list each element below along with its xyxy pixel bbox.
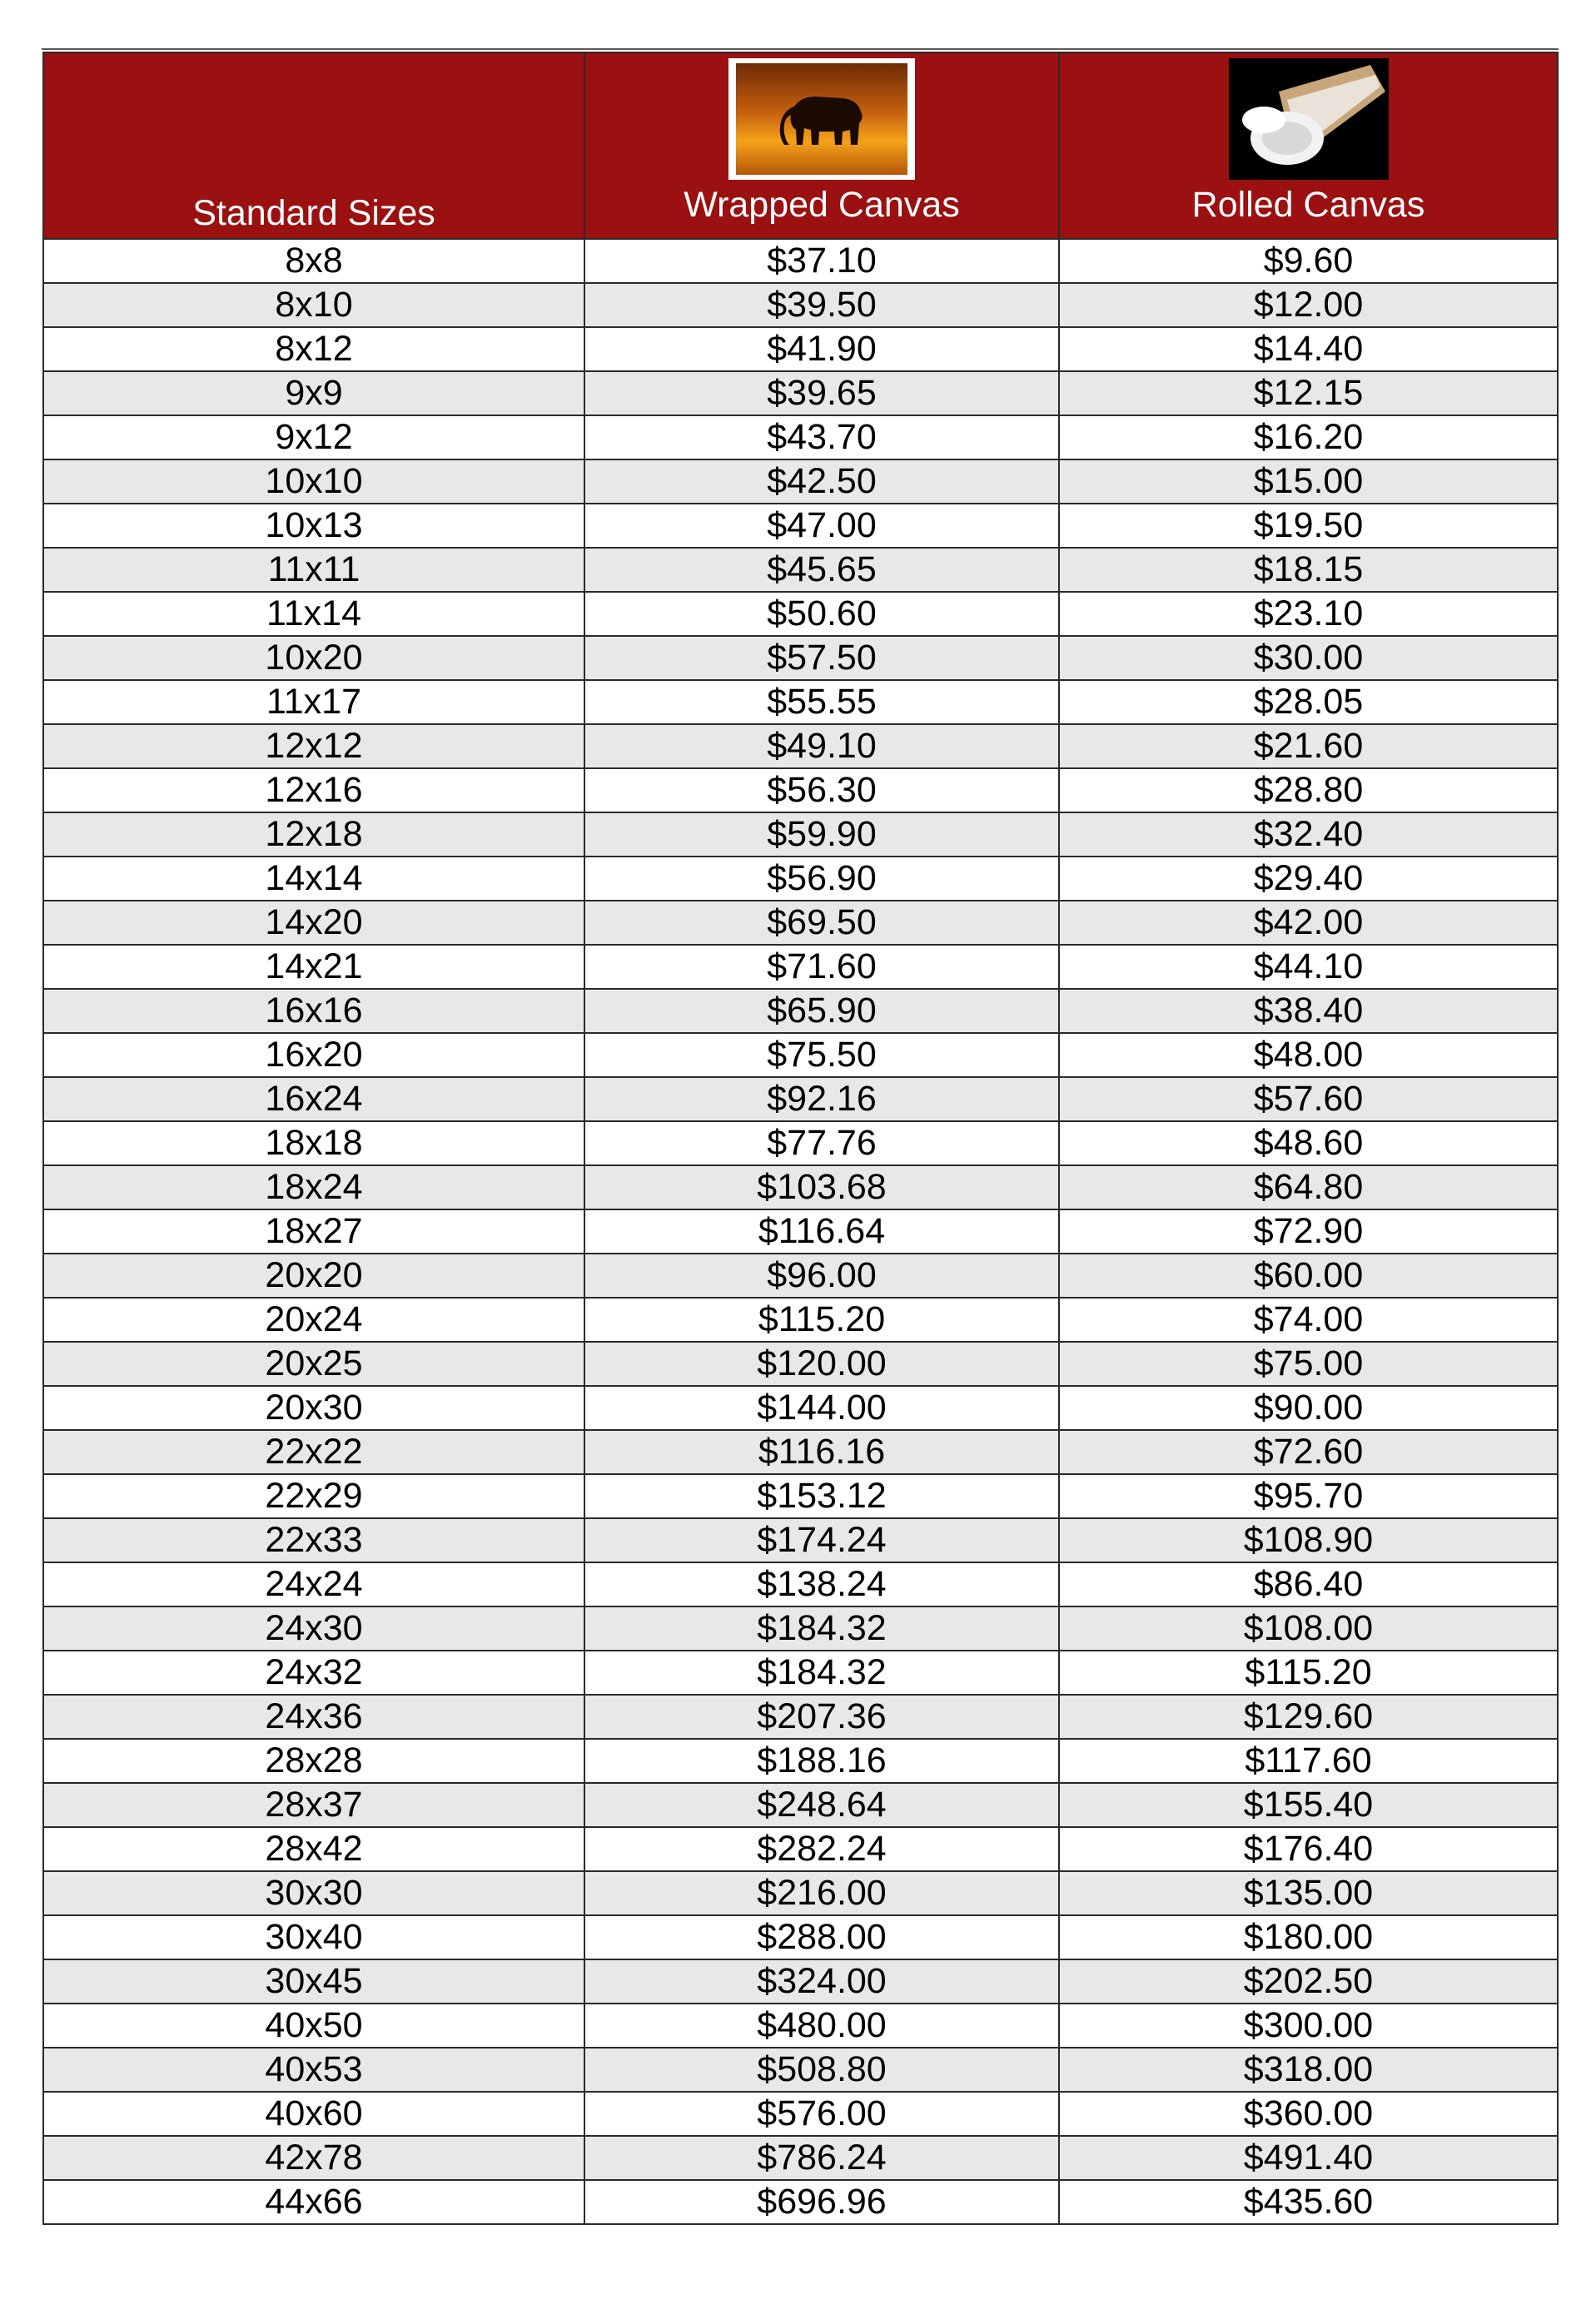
table-row [43,592,1558,636]
table-row [43,1739,1558,1783]
rolled-price-cell: $38.40 [1059,989,1558,1033]
wrapped-price-cell: $71.60 [584,945,1059,989]
table-row [43,1827,1558,1871]
table-row [43,1430,1558,1474]
table-row [43,680,1558,724]
size-cell: 8x12 [43,327,584,371]
rolled-price-cell: $86.40 [1059,1562,1558,1606]
header-wrapped-canvas-label: Wrapped Canvas [684,185,960,225]
rolled-price-cell: $44.10 [1059,945,1558,989]
rolled-price-cell: $16.20 [1059,415,1558,459]
rolled-price-cell: $117.60 [1059,1739,1558,1783]
wrapped-price-cell: $57.50 [584,636,1059,680]
table-row [43,327,1558,371]
wrapped-price-cell: $92.16 [584,1077,1059,1121]
size-cell: 8x10 [43,283,584,327]
rolled-price-cell: $318.00 [1059,2048,1558,2092]
wrapped-price-cell: $144.00 [584,1386,1059,1430]
table-row [43,1783,1558,1827]
wrapped-price-cell: $59.90 [584,812,1059,857]
rolled-price-cell: $14.40 [1059,327,1558,371]
wrapped-price-cell: $216.00 [584,1871,1059,1915]
table-row [43,989,1558,1033]
table-row [43,1077,1558,1121]
size-cell: 24x32 [43,1651,584,1695]
table-row [43,945,1558,989]
table-row [43,239,1558,283]
header-rolled-canvas [1059,52,1558,239]
wrapped-canvas-image [728,58,915,180]
table-row [43,1959,1558,2004]
table-row [43,636,1558,680]
size-cell: 18x27 [43,1209,584,1254]
table-row [43,1209,1558,1254]
rolled-price-cell: $115.20 [1059,1651,1558,1695]
header-row [43,52,1558,239]
table-row [43,768,1558,812]
size-cell: 20x25 [43,1342,584,1386]
table-row [43,812,1558,857]
rolled-price-cell: $155.40 [1059,1783,1558,1827]
size-cell: 18x24 [43,1165,584,1209]
rolled-price-cell: $48.00 [1059,1033,1558,1077]
rolled-price-cell: $32.40 [1059,812,1558,857]
size-cell: 30x45 [43,1959,584,2004]
wrapped-price-cell: $43.70 [584,415,1059,459]
wrapped-price-cell: $55.55 [584,680,1059,724]
wrapped-price-cell: $56.90 [584,857,1059,901]
wrapped-price-cell: $39.50 [584,283,1059,327]
size-cell: 30x40 [43,1915,584,1959]
wrapped-price-cell: $56.30 [584,768,1059,812]
rolled-price-cell: $18.15 [1059,548,1558,592]
rolled-price-cell: $90.00 [1059,1386,1558,1430]
wrapped-price-cell: $288.00 [584,1915,1059,1959]
rolled-price-cell: $57.60 [1059,1077,1558,1121]
rolled-price-cell: $135.00 [1059,1871,1558,1915]
top-rule [42,48,1559,50]
wrapped-price-cell: $65.90 [584,989,1059,1033]
rolled-price-cell: $435.60 [1059,2180,1558,2224]
rolled-price-cell: $12.15 [1059,371,1558,415]
rolled-price-cell: $9.60 [1059,239,1558,283]
size-cell: 16x16 [43,989,584,1033]
size-cell: 40x53 [43,2048,584,2092]
size-cell: 11x17 [43,680,584,724]
wrapped-price-cell: $138.24 [584,1562,1059,1606]
wrapped-price-cell: $50.60 [584,592,1059,636]
size-cell: 9x12 [43,415,584,459]
rolled-price-cell: $491.40 [1059,2136,1558,2180]
wrapped-price-cell: $96.00 [584,1254,1059,1298]
size-cell: 40x50 [43,2004,584,2048]
table-row [43,1474,1558,1518]
wrapped-price-cell: $153.12 [584,1474,1059,1518]
table-row [43,857,1558,901]
size-cell: 44x66 [43,2180,584,2224]
size-cell: 28x37 [43,1783,584,1827]
table-row [43,1695,1558,1739]
wrapped-price-cell: $120.00 [584,1342,1059,1386]
size-cell: 20x20 [43,1254,584,1298]
table-row [43,504,1558,548]
table-row [43,1915,1558,1959]
rolled-price-cell: $95.70 [1059,1474,1558,1518]
rolled-price-cell: $360.00 [1059,2092,1558,2136]
rolled-price-cell: $176.40 [1059,1827,1558,1871]
size-cell: 40x60 [43,2092,584,2136]
rolled-price-cell: $28.80 [1059,768,1558,812]
wrapped-price-cell: $480.00 [584,2004,1059,2048]
size-cell: 11x14 [43,592,584,636]
wrapped-price-cell: $696.96 [584,2180,1059,2224]
wrapped-price-cell: $576.00 [584,2092,1059,2136]
size-cell: 16x20 [43,1033,584,1077]
size-cell: 30x30 [43,1871,584,1915]
size-cell: 24x30 [43,1606,584,1651]
size-cell: 9x9 [43,371,584,415]
wrapped-price-cell: $39.65 [584,371,1059,415]
table-row [43,2004,1558,2048]
rolled-price-cell: $28.05 [1059,680,1558,724]
size-cell: 20x24 [43,1298,584,1342]
wrapped-price-cell: $786.24 [584,2136,1059,2180]
rolled-price-cell: $48.60 [1059,1121,1558,1165]
rolled-price-cell: $108.00 [1059,1606,1558,1651]
table-row [43,1342,1558,1386]
rolled-price-cell: $64.80 [1059,1165,1558,1209]
table-row [43,548,1558,592]
size-cell: 42x78 [43,2136,584,2180]
wrapped-price-cell: $37.10 [584,239,1059,283]
size-cell: 22x29 [43,1474,584,1518]
wrapped-price-cell: $174.24 [584,1518,1059,1562]
table-row [43,1386,1558,1430]
rolled-price-cell: $180.00 [1059,1915,1558,1959]
header-standard-sizes [43,52,584,239]
size-cell: 8x8 [43,239,584,283]
size-cell: 22x33 [43,1518,584,1562]
size-cell: 14x14 [43,857,584,901]
rolled-canvas-image [1229,58,1389,180]
table-row [43,415,1558,459]
table-row [43,901,1558,945]
size-cell: 24x24 [43,1562,584,1606]
rolled-price-cell: $21.60 [1059,724,1558,768]
size-cell: 22x22 [43,1430,584,1474]
size-cell: 20x30 [43,1386,584,1430]
wrapped-price-cell: $508.80 [584,2048,1059,2092]
wrapped-price-cell: $45.65 [584,548,1059,592]
rolled-price-cell: $19.50 [1059,504,1558,548]
table-row [43,2048,1558,2092]
rolled-price-cell: $108.90 [1059,1518,1558,1562]
wrapped-price-cell: $41.90 [584,327,1059,371]
wrapped-price-cell: $248.64 [584,1783,1059,1827]
rolled-price-cell: $12.00 [1059,283,1558,327]
rolled-price-cell: $30.00 [1059,636,1558,680]
table-row [43,2092,1558,2136]
rolled-price-cell: $29.40 [1059,857,1558,901]
rolled-price-cell: $60.00 [1059,1254,1558,1298]
rolled-price-cell: $300.00 [1059,2004,1558,2048]
rolled-price-cell: $75.00 [1059,1342,1558,1386]
table-row [43,2180,1558,2224]
elephant-silhouette-icon [736,63,907,175]
wrapped-price-cell: $207.36 [584,1695,1059,1739]
wrapped-price-cell: $282.24 [584,1827,1059,1871]
size-cell: 11x11 [43,548,584,592]
header-standard-sizes-label: Standard Sizes [192,193,435,233]
table-row [43,459,1558,504]
size-cell: 12x18 [43,812,584,857]
table-row [43,1165,1558,1209]
table-row [43,2136,1558,2180]
table-row [43,1121,1558,1165]
price-table-body [43,239,1558,2224]
size-cell: 14x21 [43,945,584,989]
table-row [43,1298,1558,1342]
table-row [43,1518,1558,1562]
size-cell: 14x20 [43,901,584,945]
header-rolled-canvas-label: Rolled Canvas [1191,185,1425,225]
size-cell: 24x36 [43,1695,584,1739]
wrapped-price-cell: $184.32 [584,1606,1059,1651]
header-wrapped-canvas [584,52,1059,239]
size-cell: 12x12 [43,724,584,768]
wrapped-price-cell: $115.20 [584,1298,1059,1342]
table-row [43,1254,1558,1298]
size-cell: 12x16 [43,768,584,812]
wrapped-price-cell: $116.64 [584,1209,1059,1254]
table-row [43,1871,1558,1915]
size-cell: 16x24 [43,1077,584,1121]
rolled-price-cell: $23.10 [1059,592,1558,636]
wrapped-price-cell: $47.00 [584,504,1059,548]
table-row [43,724,1558,768]
rolled-price-cell: $202.50 [1059,1959,1558,2004]
wrapped-price-cell: $77.76 [584,1121,1059,1165]
wrapped-price-cell: $116.16 [584,1430,1059,1474]
table-row [43,371,1558,415]
table-row [43,1651,1558,1695]
size-cell: 28x28 [43,1739,584,1783]
rolled-price-cell: $74.00 [1059,1298,1558,1342]
wrapped-price-cell: $69.50 [584,901,1059,945]
rolled-price-cell: $129.60 [1059,1695,1558,1739]
rolled-price-cell: $72.90 [1059,1209,1558,1254]
table-row [43,283,1558,327]
rolled-price-cell: $72.60 [1059,1430,1558,1474]
size-cell: 10x13 [43,504,584,548]
wrapped-price-cell: $184.32 [584,1651,1059,1695]
canvas-roll-tube-icon [1229,58,1389,180]
rolled-price-cell: $42.00 [1059,901,1558,945]
wrapped-price-cell: $103.68 [584,1165,1059,1209]
size-cell: 28x42 [43,1827,584,1871]
wrapped-price-cell: $188.16 [584,1739,1059,1783]
size-cell: 18x18 [43,1121,584,1165]
wrapped-price-cell: $42.50 [584,459,1059,504]
size-cell: 10x20 [43,636,584,680]
wrapped-price-cell: $324.00 [584,1959,1059,2004]
table-row [43,1033,1558,1077]
wrapped-price-cell: $49.10 [584,724,1059,768]
canvas-price-table [42,52,1559,2225]
wrapped-price-cell: $75.50 [584,1033,1059,1077]
size-cell: 10x10 [43,459,584,504]
table-row [43,1606,1558,1651]
table-row [43,1562,1558,1606]
rolled-price-cell: $15.00 [1059,459,1558,504]
